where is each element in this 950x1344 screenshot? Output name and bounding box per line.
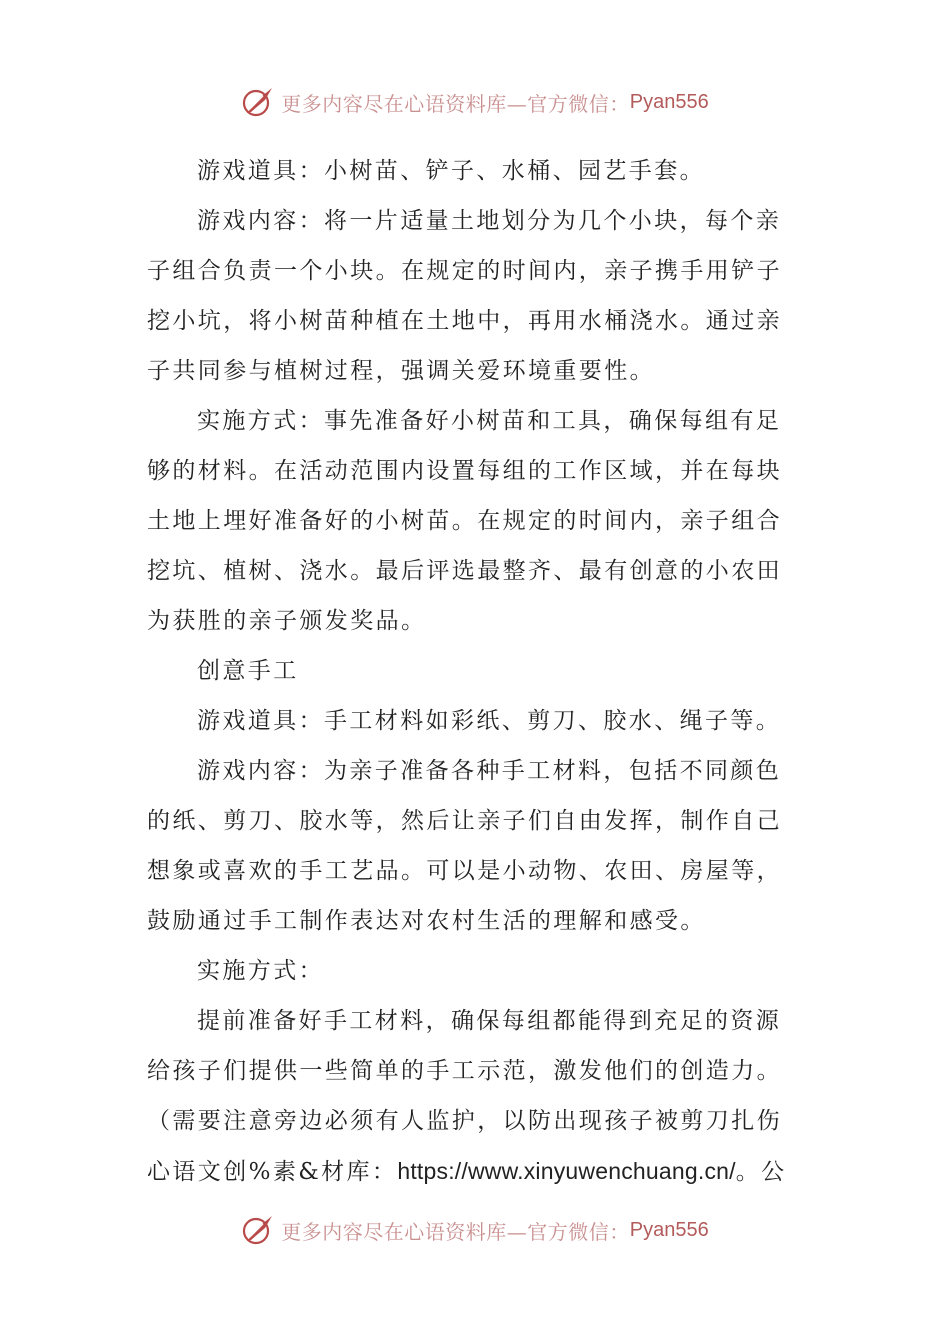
text-suffix: 。公 bbox=[735, 1159, 787, 1185]
text-line: 鼓励通过手工制作表达对农村生活的理解和感受。 bbox=[147, 908, 706, 934]
header-wechat-id: Pyan556 bbox=[629, 90, 709, 113]
text-line: 为获胜的亲子颁发奖品。 bbox=[147, 608, 427, 634]
text-line: 提前准备好手工材料，确保每组都能得到充足的资源 bbox=[197, 1008, 782, 1034]
header-banner-text: 更多内容尽在心语资料库—官方微信： bbox=[281, 91, 630, 116]
paragraph-method-planting bbox=[147, 396, 807, 646]
watermark-prefix: 心语文创%素&材库： bbox=[147, 1159, 398, 1185]
text-line: 土地上埋好准备好的小树苗。在规定的时间内，亲子组合 bbox=[147, 508, 782, 534]
footer-banner bbox=[0, 1206, 950, 1254]
text-line: 实施方式：事先准备好小树苗和工具，确保每组有足 bbox=[197, 408, 782, 434]
document-body bbox=[147, 146, 807, 1197]
text-line: 挖小坑，将小树苗种植在土地中，再用水桶浇水。通过亲 bbox=[147, 308, 782, 334]
footer-wechat-id: Pyan556 bbox=[629, 1218, 709, 1241]
text-line-with-url bbox=[147, 1146, 807, 1197]
text-line: 子组合负责一个小块。在规定的时间内，亲子携手用铲子 bbox=[147, 258, 782, 284]
paragraph-content-planting bbox=[147, 196, 807, 396]
text-line: 游戏内容：将一片适量土地划分为几个小块，每个亲 bbox=[197, 208, 782, 234]
header-banner bbox=[0, 78, 950, 126]
text-line: 子共同参与植树过程，强调关爱环境重要性。 bbox=[147, 358, 655, 384]
paragraph-content-craft bbox=[147, 746, 807, 946]
paragraph-props-craft: 游戏道具：手工材料如彩纸、剪刀、胶水、绳子等。 bbox=[197, 708, 782, 734]
paragraph-method-craft-label: 实施方式： bbox=[197, 958, 324, 984]
section-heading-craft: 创意手工 bbox=[197, 658, 299, 684]
text-line: 想象或喜欢的手工艺品。可以是小动物、农田、房屋等， bbox=[147, 858, 782, 884]
quill-logo-icon bbox=[241, 85, 275, 119]
text-line: 的纸、剪刀、胶水等，然后让亲子们自由发挥，制作自己 bbox=[147, 808, 782, 834]
paragraph-method-craft bbox=[147, 996, 807, 1197]
text-line: 够的材料。在活动范围内设置每组的工作区域，并在每块 bbox=[147, 458, 782, 484]
website-link[interactable]: https://www.xinyuwenchuang.cn/ bbox=[397, 1158, 736, 1184]
text-line: （需要注意旁边必须有人监护，以防出现孩子被剪刀扎伤 bbox=[147, 1108, 782, 1134]
text-line: 游戏内容：为亲子准备各种手工材料，包括不同颜色 bbox=[197, 758, 782, 784]
paragraph-props-planting: 游戏道具：小树苗、铲子、水桶、园艺手套。 bbox=[197, 158, 705, 184]
text-line: 给孩子们提供一些简单的手工示范，激发他们的创造力。 bbox=[147, 1058, 782, 1084]
text-line: 挖坑、植树、浇水。最后评选最整齐、最有创意的小农田 bbox=[147, 558, 782, 584]
quill-logo-icon bbox=[241, 1213, 275, 1247]
footer-banner-text: 更多内容尽在心语资料库—官方微信： bbox=[281, 1219, 630, 1244]
